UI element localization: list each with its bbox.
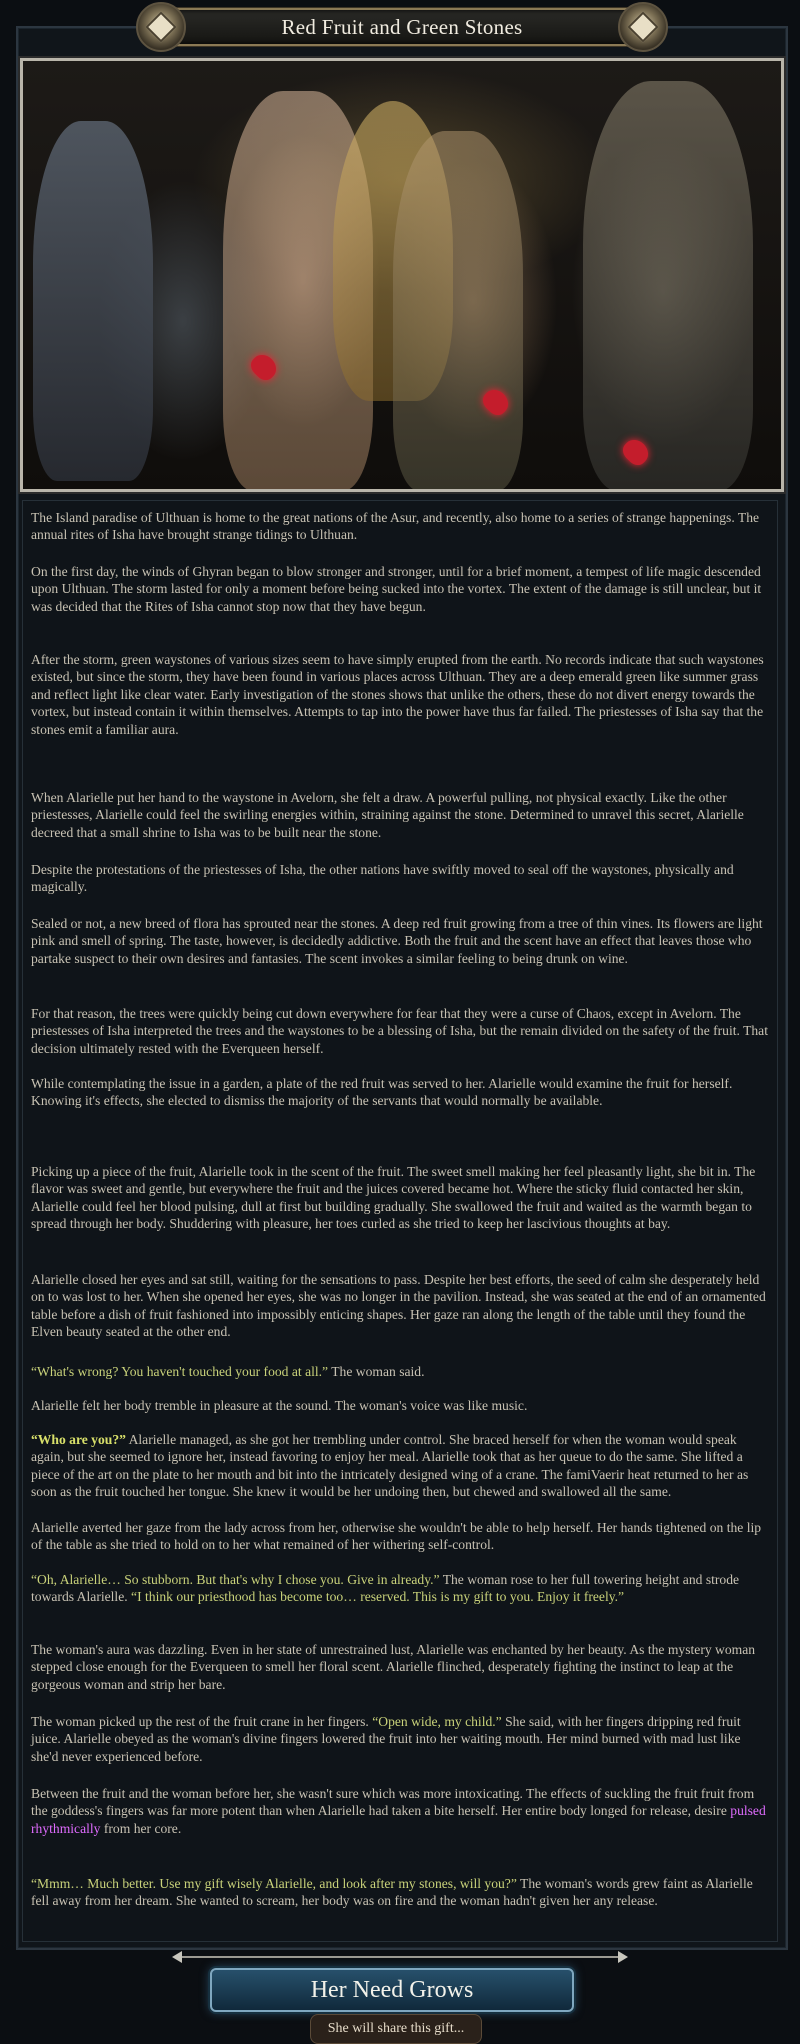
story-paragraph: While contemplating the issue in a garden, a plate of the red fruit was served to her. Alarielle would examine the fruit for herself. Knowing it's effects, she elected to dismiss the majority of the servants that would normally be available. — [31, 1076, 733, 1109]
figure-knight — [33, 121, 153, 481]
ornament-left-icon — [136, 2, 186, 52]
title-banner — [170, 8, 634, 46]
narration: The woman's words grew faint as Alarielle fell away from her dream. She wanted to scream, her body was on fire and the woman hadn't given her any release. — [31, 1876, 753, 1909]
story-paragraph: Sealed or not, a new breed of flora has sprouted near the stones. A deep red fruit growing from a tree of thin vines. Its flowers are light pink and smell of spring. The taste, however, is decidedly addictive. Both the fruit and the scent have an effect that leaves those who partake suspect to their own desires and fantasies. The scent invokes a similar feeling to being drunk on wine. — [31, 916, 763, 966]
figure-elf — [583, 81, 753, 491]
story-paragraph: Alarielle felt her body tremble in pleasure at the sound. The woman's voice was like music. — [31, 1398, 528, 1413]
dialogue-quote: “Who are you?” — [31, 1432, 126, 1447]
narration: Alarielle managed, as she got her trembling under control. She braced herself for when the woman would speak again, but she seemed to ignore her, instead favoring to enjoy her meal. Alarielle took that as her queue to do the same. She lifted a piece of the art on the plate to her mouth and bit into the intricately designed wing of a crane. The famiVaerir heat returned to her as soon as the fruit touched her tongue. She knew it would be her undoing then, but chewed and swallowed all the same. — [31, 1432, 749, 1500]
story-paragraph: On the first day, the winds of Ghyran began to blow stronger and stronger, until for a brief moment, a tempest of life magic descended upon Ulthuan. The storm lasted for only a moment before being sucked into the vortex. The extent of the damage is still unclear, but it was decided that the Rites of Isha cannot stop now that they have begun. — [31, 564, 762, 614]
story-paragraph: The Island paradise of Ulthuan is home to the great nations of the Asur, and recently, also home to a series of strange happenings. The annual rites of Isha have brought strange tidings to Ulthuan. — [31, 510, 760, 543]
narration: She said, with her fingers dripping red fruit juice. Alarielle obeyed as the woman's divine fingers lowered the fruit into her waiting mouth. Her mind burned with mad lust like she'd never experienced before. — [31, 1714, 741, 1764]
choice-area — [0, 1950, 800, 2044]
next-scene-button[interactable]: Her Need Grows — [210, 1968, 574, 2012]
ornament-right-icon — [618, 2, 668, 52]
story-paragraph: When Alarielle put her hand to the waystone in Avelorn, she felt a draw. A powerful pulling, not physical exactly. Like the other priestesses, Alarielle could feel the swirling energies within, straining against the stone. Determined to unravel this secret, Alarielle decreed that a small shrine to Isha was to be built near the stone. — [31, 790, 744, 840]
story-paragraph: After the storm, green waystones of various sizes seem to have simply erupted from the earth. No records indicate that such waystones existed, but since the storm, they have been found in various places across Ulthuan. They are a deep emerald green like summer grass and reflect light like clear water. Early investigation of the stones shows that unlike the others, these do not divert energy towards the vortex, but instead contain it within themselves. Attempts to tap into the power have thus far failed. The priestesses of Isha say that the stones emit a familiar aura. — [31, 652, 764, 737]
narration: The woman said. — [328, 1364, 425, 1379]
story-paragraph: For that reason, the trees were quickly being cut down everywhere for fear that they were a curse of Chaos, except in Avelorn. The priestesses of Isha interpreted the trees and the waystones to be a blessing of Isha, but the remain divided on the safety of the fruit. That decision ultimately rested with the Everqueen herself. — [31, 1006, 768, 1056]
dialogue-quote: “Open wide, my child.” — [372, 1714, 502, 1729]
dialogue-quote: “Mmm… Much better. Use my gift wisely Alarielle, and look after my stones, will you?” — [31, 1876, 517, 1891]
story-paragraph: The woman's aura was dazzling. Even in her state of unrestrained lust, Alarielle was enchanted by her beauty. As the mystery woman stepped close enough for the Everqueen to smell her floral scent. Alarielle flinched, desperately fighting the instinct to leap at the gorgeous woman and strip her bare. — [31, 1642, 756, 1692]
highlight-text: pulsed rhythmically — [31, 1803, 766, 1836]
story-paragraph — [31, 1431, 769, 1501]
scene-illustration — [20, 58, 784, 492]
narration: The woman rose to her full towering height and strode towards Alarielle. — [31, 1572, 740, 1605]
dialogue-quote: “I think our priesthood has become too… reserved. This is my gift to you. Enjoy it freely.” — [131, 1589, 625, 1605]
story-paragraph — [31, 1571, 769, 1606]
story-paragraph — [31, 1713, 769, 1765]
story-paragraph: Alarielle averted her gaze from the lady across from her, otherwise she wouldn't be able to help herself. Her hands tightened on the lip of the table as she tried to hold on to her what remained of her withering self-control. — [31, 1520, 762, 1553]
divider-arrows-icon — [180, 1956, 620, 1958]
story-paragraph: Picking up a piece of the fruit, Alarielle took in the scent of the fruit. The sweet smell making her feel pleasantly light, she bit in. The flavor was sweet and gentle, but everywhere the fruit and the juices covered became hot. Where the sticky fluid contacted her skin, Alarielle could feel her blood pulsing, dull at first but building gradually. She swallowed the fruit and waited as the warmth began to spread through her body. Shuddering with pleasure, her toes curled as she tried to keep her lascivious thoughts at bay. — [31, 1164, 756, 1232]
narration: Between the fruit and the woman before her, she wasn't sure which was more intoxicating. The effects of suckling the fruit fruit from the goddess's fingers was far more potent than when Alarielle had taken a bite herself. Her entire body longed for release, desire — [31, 1786, 755, 1819]
story-paragraph — [31, 1875, 769, 1910]
figure-priestess — [393, 131, 523, 491]
narration: The woman picked up the rest of the fruit crane in her fingers. — [31, 1714, 373, 1729]
dialogue-quote: “What's wrong? You haven't touched your food at all.” — [31, 1364, 329, 1379]
page-title: Red Fruit and Green Stones — [281, 14, 523, 39]
story-paragraph — [31, 1785, 769, 1837]
story-paragraph: Despite the protestations of the priestesses of Isha, the other nations have swiftly moved to seal off the waystones, physically and magically. — [31, 862, 734, 895]
narration: from her core. — [100, 1820, 182, 1836]
story-paragraph: Alarielle closed her eyes and sat still, waiting for the sensations to pass. Despite her best efforts, the seed of calm she desperately held on to was lost to her. When she opened her eyes, she was no longer in the pavilion. Instead, she was seated at the end of an ornamented table before a dish of fruit fashioned into impossibly enticing shapes. Her gaze ran along the length of the table until they found the Elven beauty seated at the other end. — [31, 1272, 766, 1340]
dialogue-quote: “Oh, Alarielle… So stubborn. But that's why I chose you. Give in already.” — [31, 1572, 440, 1587]
share-choice-button[interactable]: She will share this gift... — [310, 2014, 482, 2044]
story-paragraph — [31, 1363, 769, 1380]
story-text-panel — [22, 500, 778, 1942]
